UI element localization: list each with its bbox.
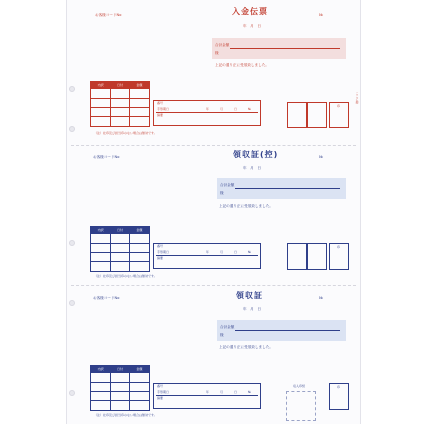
grid-header: 内訳 [97, 367, 104, 371]
receipt-text: 上記の通り正に受領致しました。 [219, 345, 273, 349]
section-title: 領収証 [236, 291, 263, 300]
grid-header: 内訳 [97, 228, 104, 232]
section-title: 入金伝票 [232, 7, 268, 16]
side-mark: ここに控 [355, 92, 359, 104]
detail-checkdate-label: 手形期日 [157, 250, 170, 254]
receipt-text: 上記の通り正に受領致しました。 [215, 63, 269, 67]
grid-header: 日付 [116, 367, 123, 371]
date-label: 年 月 日 [243, 24, 261, 28]
detail-no-label: № [248, 390, 252, 394]
number-label: № [319, 296, 323, 300]
revenue-stamp-box [286, 391, 316, 421]
stamp-label: 印 [337, 385, 341, 389]
detail-number-label: 番号 [157, 244, 164, 248]
revenue-stamp-label: 収入印紙 [293, 384, 306, 388]
section-title: 領収証(控) [233, 150, 279, 159]
grid-header: 日付 [116, 228, 123, 232]
detail-year-label: 年 [206, 250, 210, 254]
breakdown-grid [90, 81, 150, 127]
stamp-box [329, 102, 349, 128]
amount-line [235, 188, 340, 189]
grid-header: 日付 [116, 83, 123, 87]
amount-label: 合計金額 [220, 183, 235, 187]
detail-summary-label: 摘要 [157, 396, 164, 400]
breakdown-grid [90, 226, 150, 272]
detail-year-label: 年 [206, 107, 210, 111]
detail-number-label: 番号 [157, 384, 164, 388]
detail-month-label: 月 [220, 250, 224, 254]
deposit-slip-section [67, 0, 360, 145]
breakdown-grid [90, 365, 150, 411]
grid-header: 金額 [136, 367, 143, 371]
detail-summary-label: 摘要 [157, 113, 164, 117]
receipt-copy-section [67, 145, 360, 285]
stamp-box [287, 243, 307, 270]
stamp-box [307, 243, 327, 270]
customer-code-label: お客様コードNo [95, 13, 122, 17]
amount-label: 合計金額 [215, 43, 230, 47]
detail-no-label: № [248, 250, 252, 254]
number-label: № [319, 155, 323, 159]
stamp-box [329, 383, 349, 410]
customer-code-label: お客様コードNo [93, 296, 120, 300]
client-label: 様 [215, 51, 219, 55]
detail-day-label: 日 [234, 107, 238, 111]
stamp-box [287, 102, 307, 128]
amount-line [230, 48, 340, 49]
grid-header: 金額 [136, 83, 143, 87]
stamp-box [307, 102, 327, 128]
detail-day-label: 日 [234, 250, 238, 254]
detail-month-label: 月 [220, 107, 224, 111]
detail-number-label: 番号 [157, 101, 164, 105]
detail-checkdate-label: 手形期日 [157, 390, 170, 394]
amount-label: 合計金額 [220, 325, 235, 329]
detail-checkdate-label: 手形期日 [157, 107, 170, 111]
date-label: 年 月 日 [243, 166, 261, 170]
detail-year-label: 年 [206, 390, 210, 394]
receipt-section [67, 285, 360, 424]
check-detail-box [153, 243, 261, 269]
receipt-text: 上記の通り正に受領致しました。 [219, 204, 273, 208]
grid-header: 内訳 [97, 83, 104, 87]
detail-month-label: 月 [220, 390, 224, 394]
stamp-box [329, 243, 349, 270]
detail-summary-label: 摘要 [157, 256, 164, 260]
grid-header: 金額 [136, 228, 143, 232]
client-label: 様 [220, 191, 224, 195]
check-detail-box [153, 383, 261, 409]
stamp-label: 印 [337, 104, 341, 108]
stamp-label: 印 [337, 245, 341, 249]
detail-no-label: № [248, 107, 252, 111]
detail-day-label: 日 [234, 390, 238, 394]
validity-note: （注）社印及び担当印のない場合は無効です。 [94, 131, 157, 135]
invoice-form-sheet [66, 0, 361, 424]
customer-code-label: お客様コードNo [93, 155, 120, 159]
date-label: 年 月 日 [243, 307, 261, 311]
number-label: № [319, 13, 323, 17]
validity-note: （注）社印及び担当印のない場合は無効です。 [94, 274, 157, 278]
validity-note: （注）社印及び担当印のない場合は無効です。 [94, 413, 157, 417]
amount-line [235, 330, 340, 331]
check-detail-box [153, 100, 261, 126]
client-label: 様 [220, 333, 224, 337]
